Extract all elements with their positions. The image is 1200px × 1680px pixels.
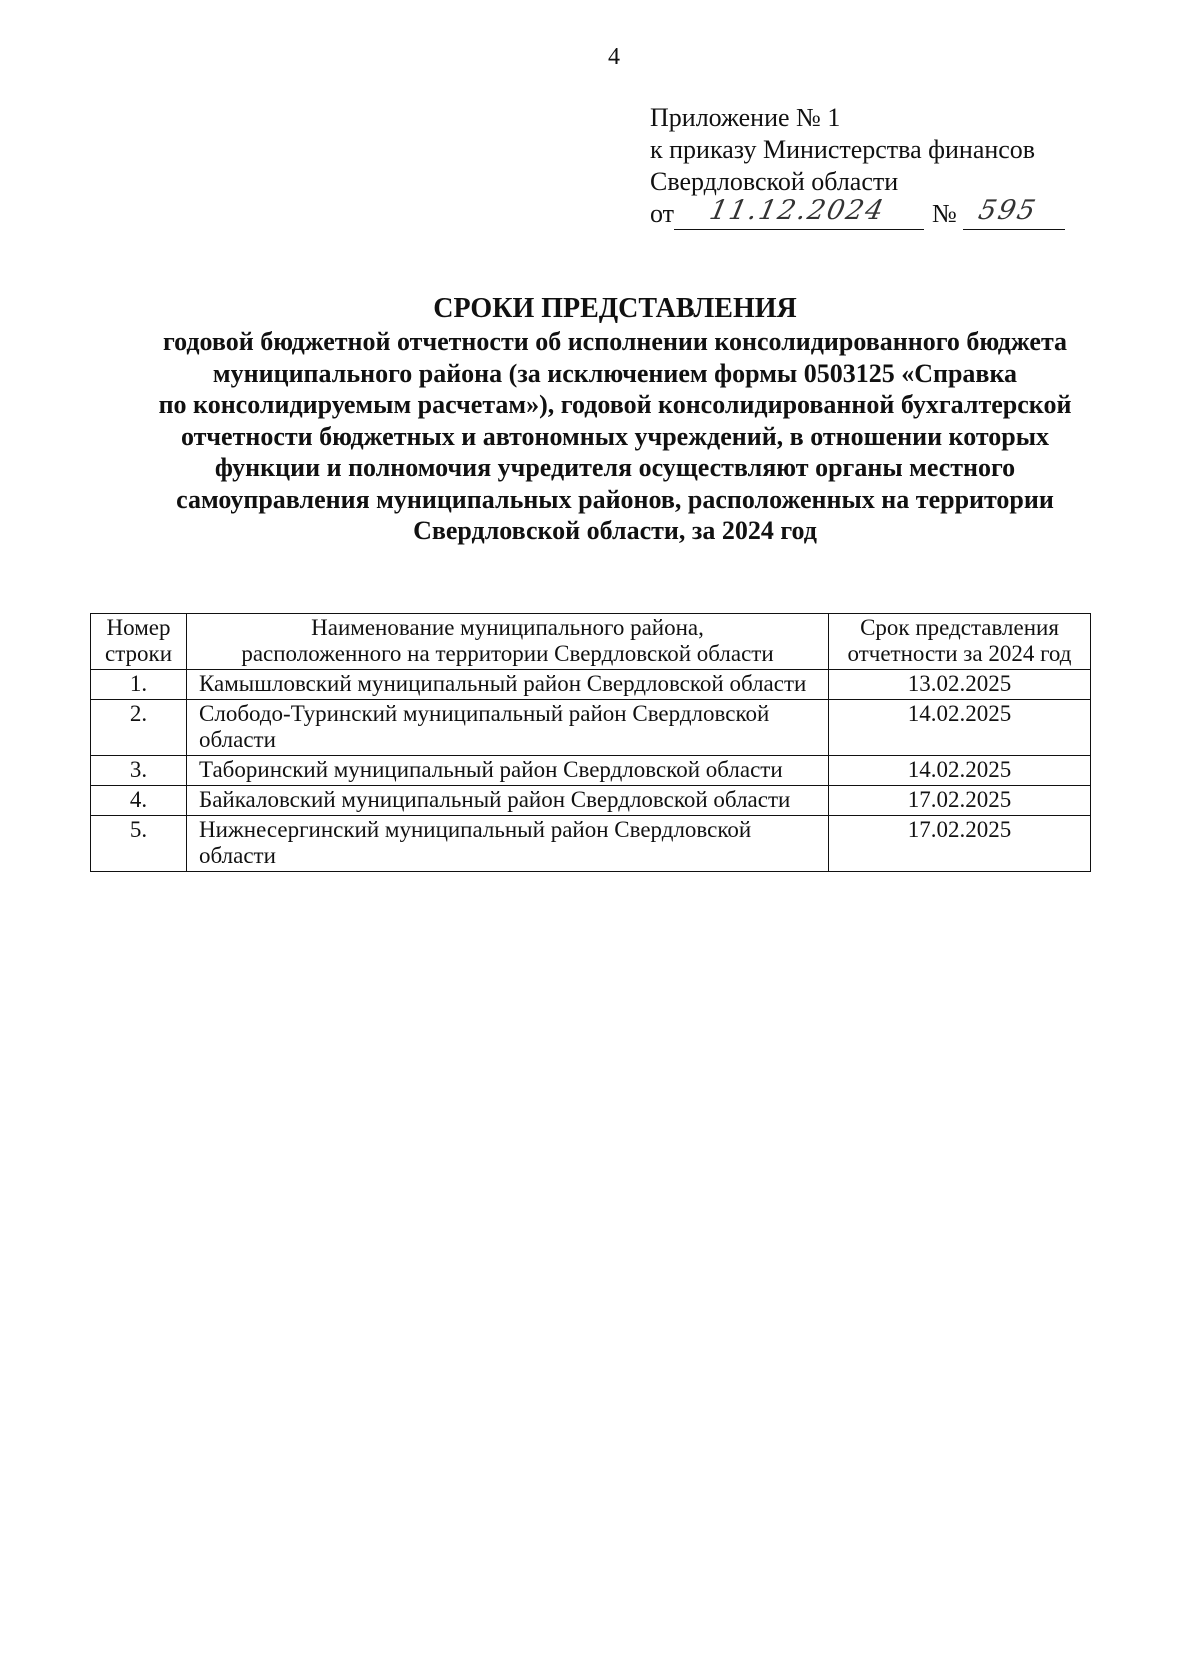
table-row — [91, 786, 1091, 816]
number-label: № — [932, 199, 957, 228]
header-text: отчетности за 2024 год — [847, 641, 1072, 666]
deadlines-table — [90, 613, 1091, 872]
district-name: Камышловский муниципальный район Свердловской области — [187, 670, 829, 700]
date-blank — [674, 195, 924, 230]
title-main: СРОКИ ПРЕДСТАВЛЕНИЯ — [433, 293, 797, 324]
header-text: Наименование муниципального района, — [311, 615, 704, 640]
row-number: 3. — [91, 756, 187, 786]
appendix-header — [650, 102, 1080, 232]
deadline-date: 17.02.2025 — [829, 786, 1091, 816]
title-line: годовой бюджетной отчетности об исполнении консолидированного бюджета — [162, 327, 1068, 356]
row-number: 1. — [91, 670, 187, 700]
number-blank — [963, 195, 1065, 230]
district-name: Байкаловский муниципальный район Свердловской области — [187, 786, 829, 816]
header-district-name — [187, 614, 829, 670]
handwritten-date: 11.12.2024 — [706, 195, 889, 226]
header-text: Номер — [106, 615, 171, 640]
deadline-date: 13.02.2025 — [829, 670, 1091, 700]
title-line: муниципального района (за исключением формы 0503125 «Справка — [212, 358, 1018, 388]
table-row — [91, 756, 1091, 786]
appendix-order-ref: к приказу Министерства финансов — [650, 135, 1036, 164]
deadlines-table-container — [90, 613, 1090, 872]
table-row — [91, 670, 1091, 700]
table-row — [91, 700, 1091, 756]
title-line: самоуправления муниципальных районов, расположенных на территории — [176, 484, 1054, 514]
district-name: Слободо-Туринский муниципальный район Свердловской области — [187, 700, 829, 756]
page-number: 4 — [608, 44, 620, 70]
header-row-number — [91, 614, 187, 670]
document-title — [90, 292, 1140, 547]
row-number: 4. — [91, 786, 187, 816]
row-number: 5. — [91, 816, 187, 872]
header-text: Срок представления — [860, 615, 1059, 640]
appendix-title: Приложение № 1 — [650, 103, 841, 132]
table-header-row — [91, 614, 1091, 670]
order-date-number-line — [650, 195, 1080, 232]
district-name: Таборинский муниципальный район Свердловской области — [187, 756, 829, 786]
title-line: отчетности бюджетных и автономных учреждений, в отношении которых — [180, 421, 1050, 451]
deadline-date: 14.02.2025 — [829, 756, 1091, 786]
row-number: 2. — [91, 700, 187, 756]
table-row — [91, 816, 1091, 872]
appendix-region: Свердловской области — [650, 167, 899, 196]
title-line: Свердловской области, за 2024 год — [413, 516, 817, 545]
title-subtitle — [90, 326, 1140, 547]
header-text: строки — [104, 641, 173, 666]
date-label: от — [650, 199, 675, 228]
district-name: Нижнесергинский муниципальный район Свердловской области — [187, 816, 829, 872]
deadline-date: 17.02.2025 — [829, 816, 1091, 872]
title-line: по консолидируемым расчетам»), годовой консолидированной бухгалтерской — [158, 390, 1072, 419]
handwritten-number: 595 — [975, 195, 1040, 226]
header-deadline — [829, 614, 1091, 670]
header-text: расположенного на территории Свердловской области — [241, 641, 774, 666]
title-line: функции и полномочия учредителя осуществляют органы местного — [214, 453, 1016, 482]
deadline-date: 14.02.2025 — [829, 700, 1091, 756]
